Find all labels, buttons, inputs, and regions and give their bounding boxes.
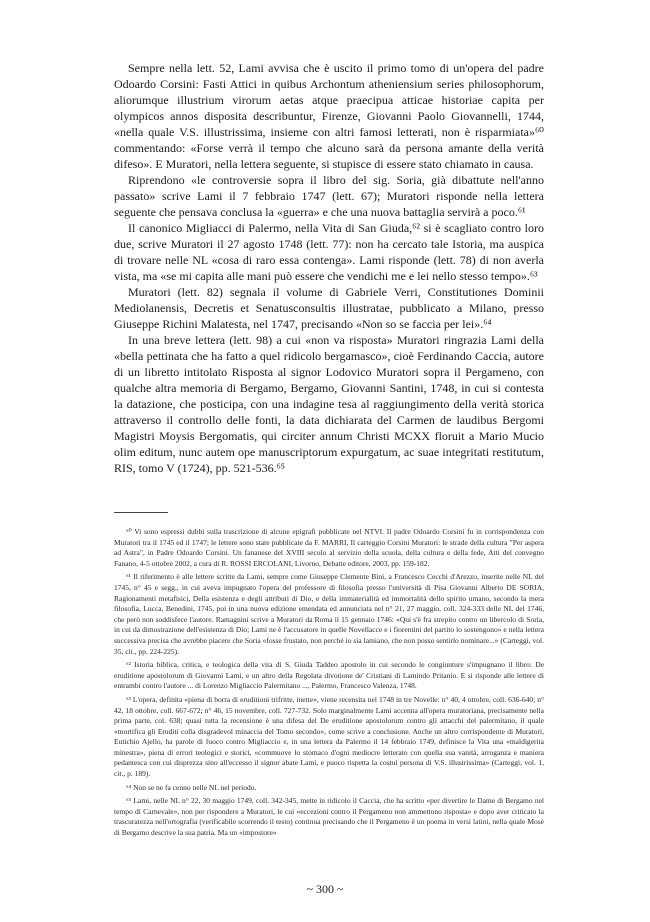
footnote: ⁶³ L'opera, definita «piena di borra di eruditioni trifritte, inette», viene recensita nel 1748 in tre Novelle: n° 40, 4 ottobre, coll. 636-640; n° 42, 18 ottobre, coll. 667-672; n° 46, 15 novembre, coll. 727-732. Solo marginalmente Lami accenna all'opera muratoriana, precisamente nella prima parte, col. 638; quasi tutta la recensione è una difesa del De eruditione apostolorum contro gli attacchi del palermitano, il quale «mortifica gli Eruditi colla disgradevol minaccia del Tomo secondo», come scrive a conclusione. Anche un altro corrispondente di Muratori, Eutichio Ajello, ha parole di fuoco contro Migliaccio e, in una lettera da Palermo il 14 febbraio 1749, definisce la Vita una «maldigerita minestra», piena di errori teologici e storici, «commuove lo stomaco d'ogni mediocre letterato con quella sua vanità, arroganza e maniera pedantesca con cui disprezza sino all'eccesso il signor abate Lami, e puoco rispetta la costui persona di V.S. illustrissima» (Carteggi, vol. 1, cit., p. 189).: [114, 694, 544, 779]
footnote: ⁶² Istoria biblica, critica, e teologica della vita di S. Giuda Taddeo apostolo in cui secondo le congiunture s'impugnano il libro: De eruditione apostolorum di Giovanni Lami, e un altro della Regolata divotione de' Cristiani di Lamindo Pritanio. E si risponde alle lettere di entrambi contro l'autore ... di Lorenzo Migliaccio Palermitano ..., Palermo, Francesco Valenza, 1748.: [114, 660, 544, 691]
footnote: ⁶⁵ Lami, nelle NL n° 22, 30 maggio 1749, coll. 342-345, mette in ridicolo il Caccia, che ha scritto «per divertire le Dame di Bergamo nel tempo di Carnevale», non per rispondere a Muratori, le cui «eccezioni contro il Pergameno non ammettono risposta» e dopo aver criticato la trascuratezza nell'ortografia (verificabile scorrendo il testo) continua precisando che il Pergameno è un poema in versi latini, nella quale Mosè di Bergamo descrive la sua patria. Ma un «impostore»: [114, 796, 544, 838]
paragraph: Il canonico Migliacci di Palermo, nella Vita di San Giuda,⁶² si è scagliato contro loro due, scrive Muratori il 27 agosto 1748 (lett. 77): non ha cercato tale Istoria, ma auspica di trovare nelle NL «cosa di raro essa contenga». Lami risponde (lett. 78) di non averla vista, ma «se mi capita alle mani può essere che vendichi me e lei nello stesso tempo».⁶³: [114, 221, 544, 283]
footnotes: [114, 527, 544, 839]
page-number: ~ 300 ~: [306, 882, 344, 896]
page: [114, 60, 544, 842]
footnote-separator: [114, 512, 168, 513]
footnote: ⁶¹ Il riferimento è alle lettere scritte da Lami, sempre come Giuseppe Clemente Bini, a Francesco Cecchi d'Arezzo, inserite nelle NL del 1745, n° 45 e segg., in cui aveva impugnato l'opera del professore di filosofia presso l'università di Pisa Giovanni Alberto DE SORIA, Ragionamenti metafisici, Della esistenza e degli attributi di Dio, e della immaterialità ed immortalità dello spirito umano, secondo la mera filosofia, Lucca, Benedini, 1745, poi in una nuova edizione emendata ed annunciata nel n° 21, 27 maggio, coll. 324-333 delle NL del 1746, che però non soddisfece l'autore. Ramagnini scrive a Muratori da Roma il 15 gennaio 1746: «Qui s'è fra strepito contro un libercolo di Soria, in cui da dimostrazione dell'esistenza di Dio; Lami ne è l'accusatore in quelle Novellacce e i fiorentini del partito lo sostengono» e nella lettera successiva precisa che avrebbe piacere che Soria «fosse frustato, non perché io sia lamiano, che non posso sentirlo nominare...» (Carteggi, vol. 35, cit., pp. 224-225).: [114, 572, 544, 656]
footnote: ⁶⁴ Non se ne fa cenno nelle NL nel periodo.: [126, 782, 257, 792]
main-text: [114, 60, 544, 476]
footnote: ⁶⁰ Vi sono espressi dubbi sulla trascrizione di alcune epigrafi pubblicate nel NTVI. Il padre Odoardo Corsini fu in corrispondenza con Muratori tra il 1745 ed il 1747; le lettere sono state pubblicate da F. MARRI, Il carteggio Corsini Muratori: le strade della cultura "Per aspera ad Astra", in Padre Odoardo Corsini. Un fananese del XVIII secolo al servizio della scuola, della cultura e della fede, Atti del convegno Fanano, 4-5 ottobre 2002, a cura di R. ROSSI ERCOLANI, Livorno, Debatte editore, 2003, pp. 159-182.: [114, 527, 544, 568]
paragraph: In una breve lettera (lett. 98) a cui «non va risposta» Muratori ringrazia Lami della «bella pettinata che ha fatto a quel ridicolo bergamasco», cioè Ferdinando Caccia, autore di un libretto intitolato Risposta al signor Lodovico Muratori sopra il Pergameno, con qualche altra memoria di Bergamo, Bergamo, Giovanni Santini, 1748, in cui si contesta la datazione, che posticipa, con una indagine tesa al raggiungimento della verità storica attraverso il controllo delle fonti, la data dichiarata del Carmen de laudibus Bergomi Magistri Moysis Bergomatis, qui circiter annum Christi MCXX floruit a Mario Mucio olim editum, nunc autem ope manuscriptorum expurgatum, ac suae integritati restitutum, RIS, tomo V (1724), pp. 521-536.⁶⁵: [114, 333, 544, 475]
paragraph: Riprendono «le controversie sopra il libro del sig. Soria, già dibattute nell'anno passato» scrive Lami il 7 febbraio 1747 (lett. 67); Muratori risponde nella lettera seguente che pensava conclusa la «guerra» e che una nuova battaglia servirà a poco.⁶¹: [114, 173, 544, 219]
paragraph: Muratori (lett. 82) segnala il volume di Gabriele Verri, Constitutiones Dominii Mediolanensis, Decretis et Senatusconsultis illustratae, pubblicato a Milano, presso Giuseppe Richini Malatesta, nel 1747, precisando «Non so se faccia per lei».⁶⁴: [114, 285, 544, 331]
paragraph: Sempre nella lett. 52, Lami avvisa che è uscito il primo tomo di un'opera del padre Odoardo Corsini: Fasti Attici in quibus Archontum atheniensium series philosophorum, aliorumque illustrium virorum aetas atque praecipua atticae historiae capita per olympicos annos disposita describuntur, Firenze, Giovanni Paolo Giovannelli, 1744, «nella quale V.S. illustrissima, insieme con altri famosi letterati, non è risparmiata»⁶⁰ commentando: «Forse verrà il tempo che alcuno sarà da persona amante della verità difeso». E Muratori, nella lettera seguente, si stupisce di essere stato chiamato in causa.: [114, 61, 544, 171]
